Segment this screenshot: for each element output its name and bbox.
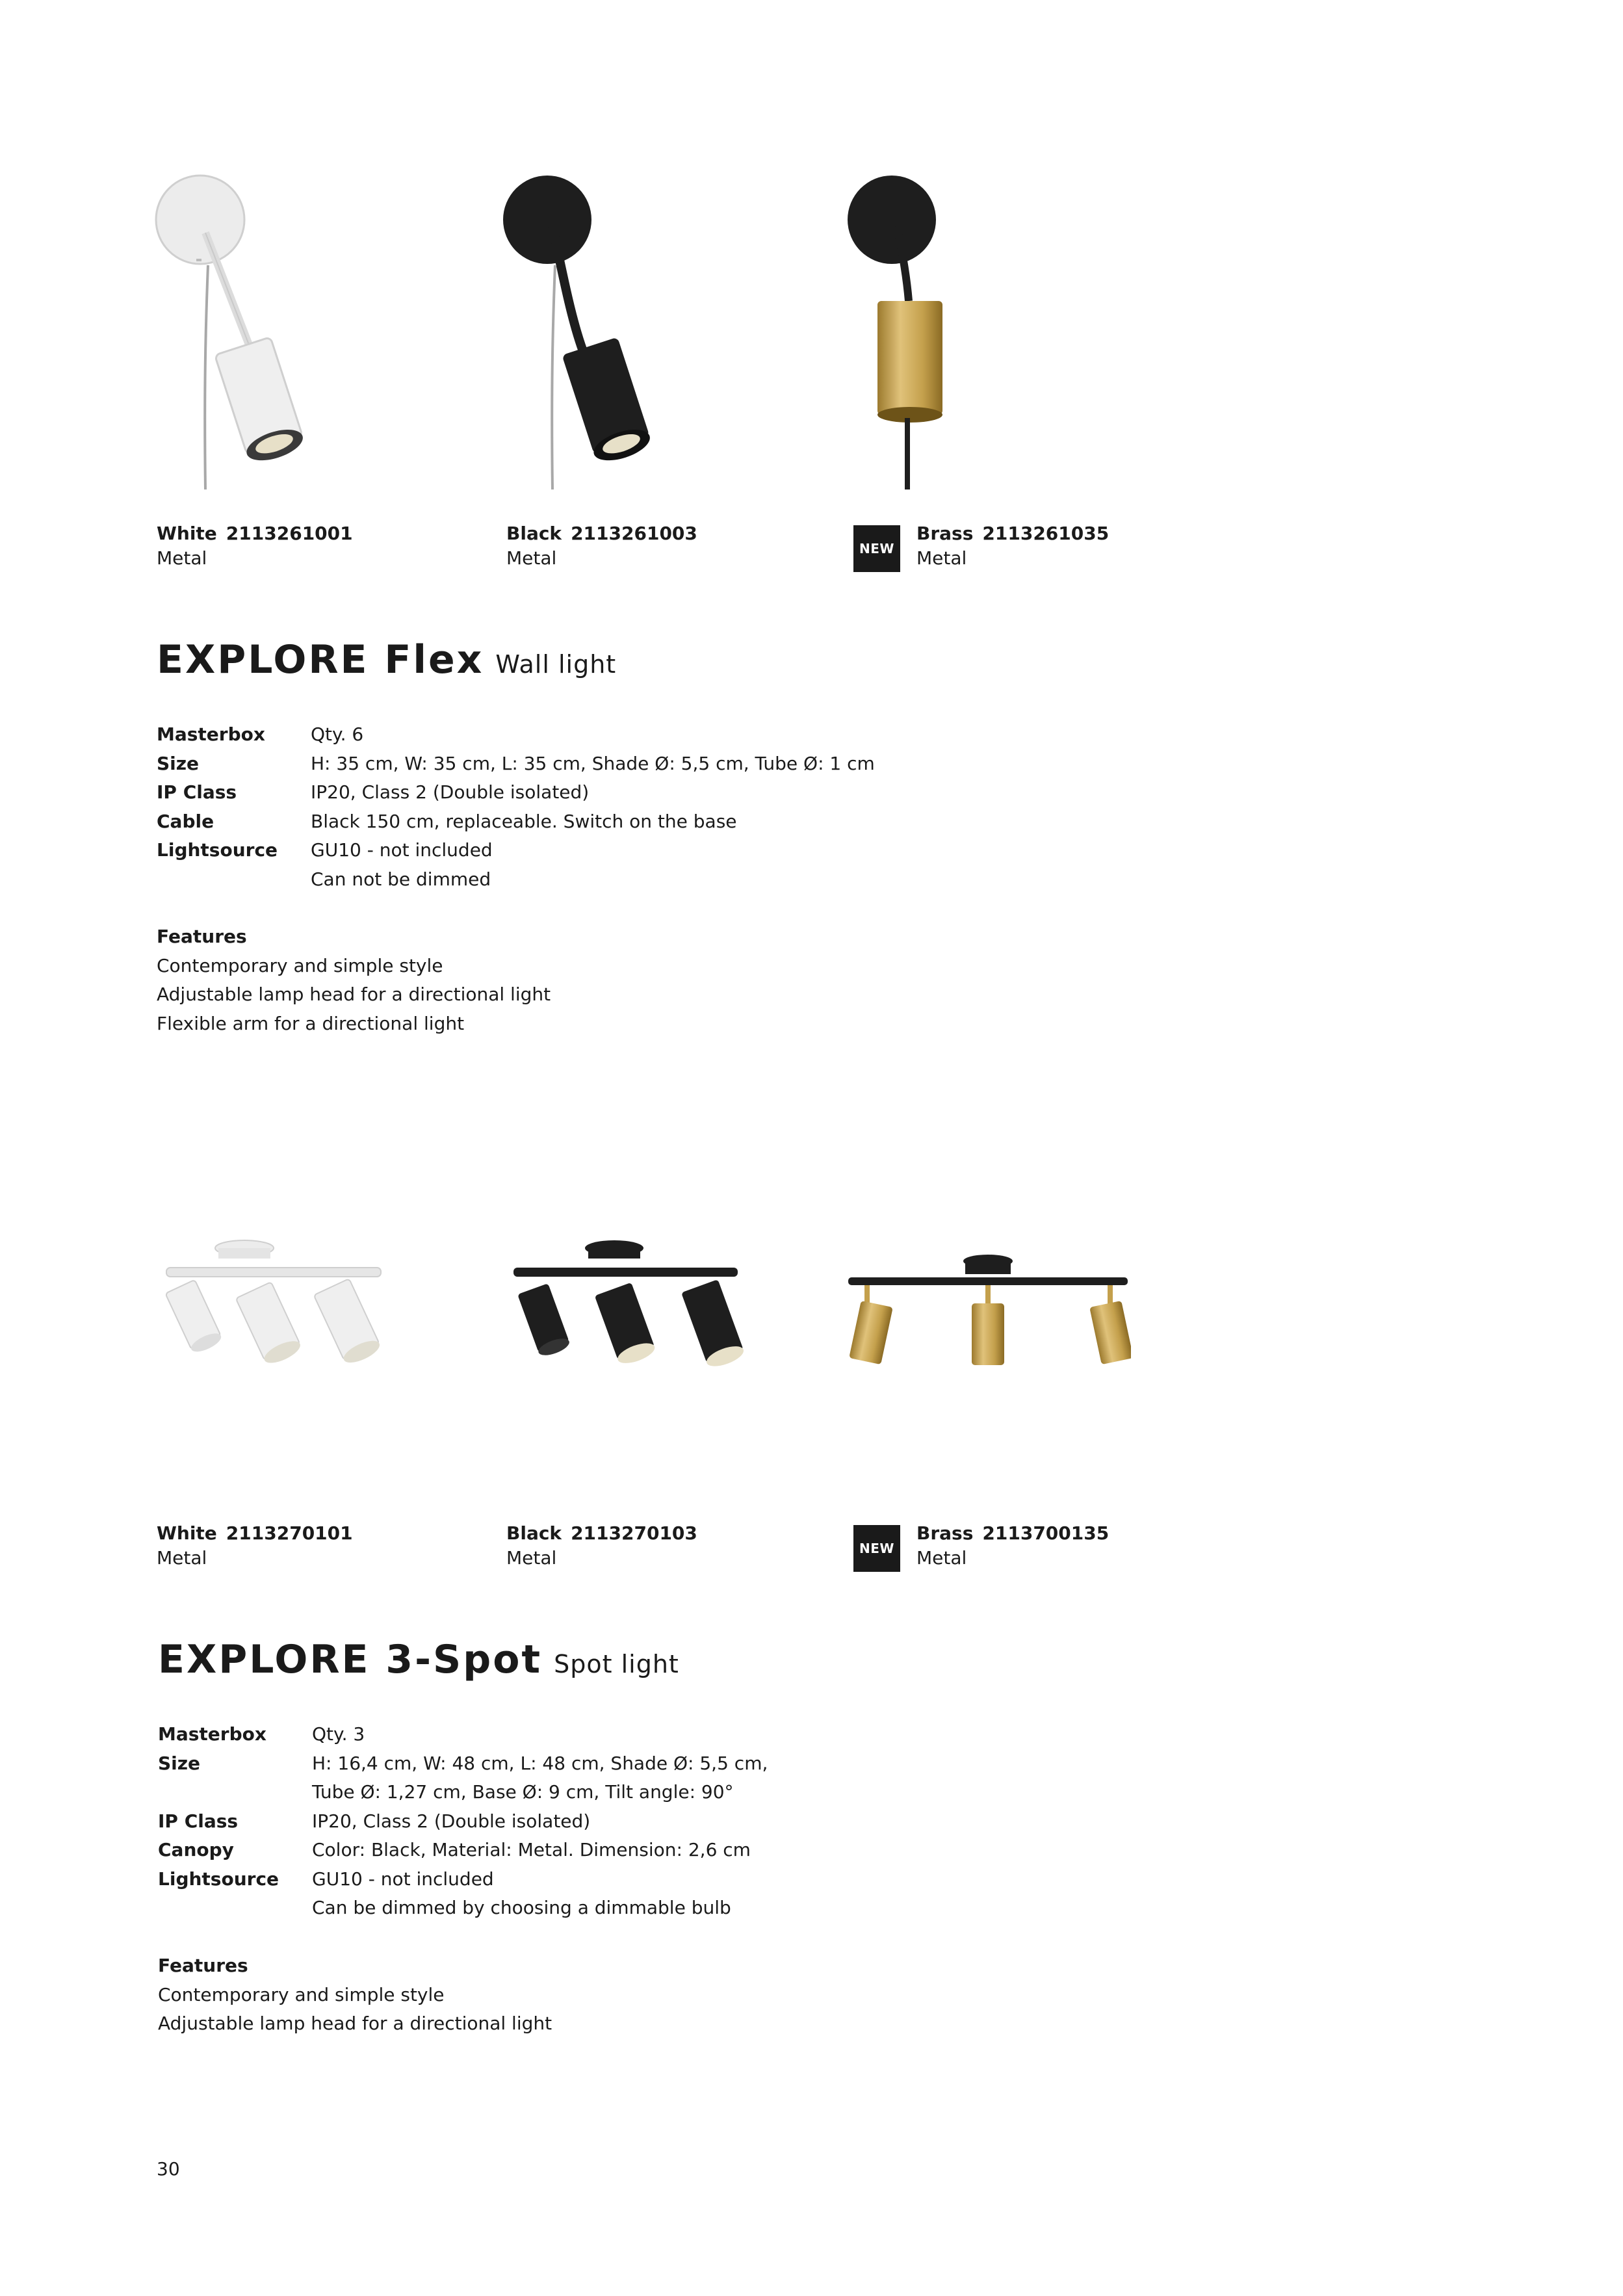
variant-material: Metal (157, 1547, 207, 1569)
new-badge: NEW (853, 525, 900, 572)
spec-key: Lightsource (158, 1868, 279, 1890)
spec-value: H: 16,4 cm, W: 48 cm, L: 48 cm, Shade Ø: 5,5 cm, (312, 1752, 768, 1774)
feature-item: Contemporary and simple style (157, 954, 443, 976)
spec-value: GU10 - not included (311, 839, 493, 861)
product-type: Spot light (554, 1650, 679, 1678)
spec-row (158, 1749, 768, 1779)
product-title-explore-flex (157, 637, 616, 683)
spec-row (158, 1894, 768, 1923)
spec-value: Can not be dimmed (311, 868, 491, 890)
spec-key (158, 1894, 312, 1923)
spec-table-3spot (158, 1720, 768, 1923)
variant-material: Metal (916, 1547, 967, 1569)
spec-key: IP Class (158, 1810, 239, 1832)
variant-code: 2113270101 (226, 1522, 353, 1544)
spec-row (158, 1720, 768, 1749)
spec-key: IP Class (157, 781, 237, 803)
variant-code: 2113700135 (982, 1522, 1110, 1544)
features-3spot (158, 1951, 552, 2039)
spec-key (157, 865, 311, 894)
variant-code: 2113261035 (982, 523, 1110, 544)
spec-value: Can be dimmed by choosing a dimmable bulb (312, 1897, 731, 1918)
spec-row (157, 865, 875, 894)
spec-key: Lightsource (157, 839, 278, 861)
variant-material: Metal (506, 1547, 557, 1569)
spec-row (158, 1807, 768, 1836)
variant-brass-flex (916, 521, 1109, 571)
variant-code: 2113270103 (571, 1522, 697, 1544)
spec-key: Canopy (158, 1839, 234, 1860)
product-image-white-3spot (153, 1222, 413, 1417)
product-image-white-flex (153, 161, 348, 489)
product-name: EXPLORE 3-Spot (158, 1637, 543, 1682)
spec-key: Masterbox (158, 1723, 266, 1745)
spec-value: Tube Ø: 1,27 cm, Base Ø: 9 cm, Tilt angle: 90° (312, 1781, 734, 1803)
features-flex (157, 922, 551, 1038)
variant-color: White (157, 1522, 217, 1544)
spec-row (158, 1778, 768, 1807)
spec-row (157, 807, 875, 837)
spec-value: H: 35 cm, W: 35 cm, L: 35 cm, Shade Ø: 5,5 cm, Tube Ø: 1 cm (311, 752, 875, 774)
product-type: Wall light (495, 650, 617, 679)
variant-color: Brass (916, 523, 974, 544)
spec-value: Black 150 cm, replaceable. Switch on the base (311, 810, 737, 832)
product-title-explore-3spot (158, 1637, 679, 1682)
variant-brass-3spot (916, 1521, 1109, 1571)
spec-key: Cable (157, 810, 214, 832)
variant-white-3spot (157, 1521, 353, 1571)
variant-code: 2113261003 (571, 523, 697, 544)
new-badge: NEW (853, 1525, 900, 1572)
variant-material: Metal (157, 547, 207, 569)
product-image-black-flex (500, 161, 695, 489)
variant-code: 2113261001 (226, 523, 353, 544)
spec-row (157, 750, 875, 779)
product-name: EXPLORE Flex (157, 637, 484, 683)
variant-color: Black (506, 1522, 562, 1544)
spec-value: Color: Black, Material: Metal. Dimension: 2,6 cm (312, 1839, 751, 1860)
spec-key (158, 1778, 312, 1807)
feature-item: Adjustable lamp head for a directional light (157, 984, 551, 1005)
spec-row (158, 1865, 768, 1894)
product-image-black-3spot (500, 1222, 773, 1417)
spec-row (157, 836, 875, 865)
variant-black-flex (506, 521, 697, 571)
product-image-brass-flex (845, 161, 1040, 489)
variant-color: White (157, 523, 217, 544)
spec-value: Qty. 3 (312, 1723, 365, 1745)
spec-key: Masterbox (157, 724, 265, 745)
spec-value: IP20, Class 2 (Double isolated) (311, 781, 590, 803)
variant-color: Black (506, 523, 562, 544)
variant-black-3spot (506, 1521, 697, 1571)
spec-value: IP20, Class 2 (Double isolated) (312, 1810, 591, 1832)
feature-item: Flexible arm for a directional light (157, 1012, 465, 1034)
spec-table-flex (157, 720, 875, 894)
variant-white-flex (157, 521, 353, 571)
spec-key: Size (158, 1752, 201, 1774)
feature-item: Adjustable lamp head for a directional light (158, 2013, 552, 2034)
product-image-brass-3spot (845, 1248, 1131, 1391)
spec-row (157, 778, 875, 807)
spec-value: GU10 - not included (312, 1868, 494, 1890)
spec-key: Size (157, 752, 200, 774)
spec-row (157, 720, 875, 750)
variant-color: Brass (916, 1522, 974, 1544)
page-number: 30 (157, 2158, 180, 2180)
feature-item: Contemporary and simple style (158, 1983, 445, 2005)
variant-material: Metal (916, 547, 967, 569)
spec-row (158, 1836, 768, 1865)
variant-material: Metal (506, 547, 557, 569)
features-heading: Features (157, 926, 247, 947)
features-heading: Features (158, 1955, 248, 1976)
spec-value: Qty. 6 (311, 724, 364, 745)
